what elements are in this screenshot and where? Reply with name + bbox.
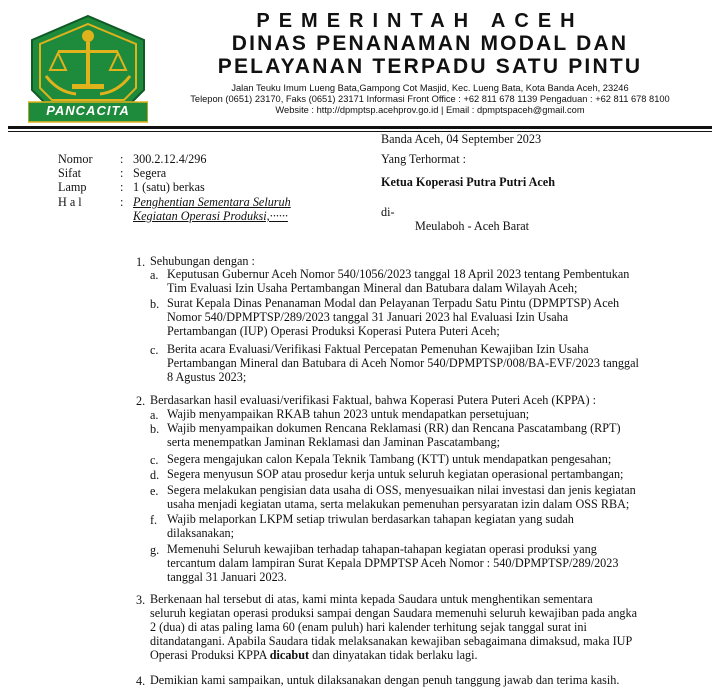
pancacita-logo xyxy=(28,14,148,124)
agency-website: Website : http://dpmptsp.acehprov.go.id | Email : dpmptspaceh@gmail.com xyxy=(275,105,585,115)
paragraph-line: ditandatangani. Apabila Saudara tidak melaksanakan kewajiban sebagaimana dimaksud, maka IUP xyxy=(150,634,633,648)
government-name: PEMERINTAH ACEH xyxy=(256,10,584,32)
paragraph-text: dan dinyatakan tidak berlaku lagi. xyxy=(309,648,478,662)
place-date: Banda Aceh, 04 September 2023 xyxy=(381,132,542,146)
item-mark: c. xyxy=(150,453,159,467)
item-mark: e. xyxy=(150,484,159,498)
item-line: Wajib melaporkan LKPM setiap triwulan berdasarkan tahapan kegiatan yang sudah xyxy=(167,512,574,526)
item-line: Pertambangan Mineral dan Batubara di Aceh Nomor 540/DPMPTSP/008/BA-EVF/2023 tanggal xyxy=(167,356,639,370)
item-line: tanggal 31 Januari 2023. xyxy=(167,570,287,584)
item-line: Surat Kepala Dinas Penanaman Modal dan Pelayanan Terpadu Satu Pintu (DPMPTSP) Aceh xyxy=(167,296,620,310)
paragraph-line: Berkenaan hal tersebut di atas, kami minta kepada Saudara untuk menghentikan sementara xyxy=(150,592,593,606)
logo-text: PANCACITA xyxy=(46,103,130,118)
closing-text: Demikian kami sampaikan, untuk dilaksanakan dengan penuh tanggung jawab dan terima kasih. xyxy=(150,673,620,687)
item-line: Berita acara Evaluasi/Verifikasi Faktual Percepatan Pemenuhan Kewajiban Izin Usaha xyxy=(167,342,589,356)
meta-value-sifat: Segera xyxy=(133,166,167,180)
header-rule-thick xyxy=(8,126,712,129)
agency-address: Jalan Teuku Imum Lueng Bata,Gampong Cot Masjid, Kec. Lueng Bata, Kota Banda Aceh, 23246 xyxy=(231,83,629,93)
meta-label-lamp: Lamp xyxy=(58,180,87,194)
item-line: dilaksanakan; xyxy=(167,526,235,540)
meta-value-hal-line1: Penghentian Sementara Seluruh xyxy=(133,195,291,209)
item-mark: b. xyxy=(150,297,160,311)
item-line: Wajib menyampaikan dokumen Rencana Reklamasi (RR) dan Rencana Pascatambang (RPT) xyxy=(167,421,621,435)
di-label: di- xyxy=(381,205,395,219)
item-mark: d. xyxy=(150,468,160,482)
point-number: 4. xyxy=(136,674,146,688)
paragraph-line xyxy=(150,649,478,663)
item-line: serta menempatkan Jaminan Reklamasi dan Jaminan Pascatambang; xyxy=(167,435,501,449)
item-line: Wajib menyampaikan RKAB tahun 2023 untuk mendapatkan persetujuan; xyxy=(167,407,530,421)
item-line: Keputusan Gubernur Aceh Nomor 540/1056/2023 tanggal 18 April 2023 tentang Pembentukan xyxy=(167,267,630,281)
point-intro: Berdasarkan hasil evaluasi/verifikasi Faktual, bahwa Koperasi Putera Puteri Aceh (KPPA) : xyxy=(150,393,596,407)
header-rule-thin xyxy=(8,131,712,132)
item-line: Nomor 540/DPMPTSP/289/2023 tanggal 31 Januari 2023 hal Evaluasi Izin Usaha xyxy=(167,310,569,324)
point-number: 1. xyxy=(136,255,146,269)
recipient-location: Meulaboh - Aceh Barat xyxy=(415,219,530,233)
point-intro: Sehubungan dengan : xyxy=(150,254,255,268)
item-line: Memenuhi Seluruh kewajiban terhadap tahapan-tahapan kegiatan operasi produksi yang xyxy=(167,542,597,556)
item-line: Segera melakukan pengisian data usaha di OSS, menyesuaikan nilai investasi dan jenis kegiatan xyxy=(167,483,636,497)
point-number: 3. xyxy=(136,593,146,607)
meta-colon: : xyxy=(120,152,124,166)
paragraph-text: Operasi Produksi KPPA xyxy=(150,648,270,662)
agency-name-line2: PELAYANAN TERPADU SATU PINTU xyxy=(217,55,643,78)
item-line: Segera menyusun SOP atau prosedur kerja untuk seluruh kegiatan operasional pertambangan; xyxy=(167,467,624,481)
item-line: Pertambangan (IUP) Operasi Produksi Koperasi Putera Puteri Aceh; xyxy=(167,324,500,338)
agency-phone: Telepon (0651) 23170, Faks (0651) 23171 Informasi Front Office : +62 811 678 1139 Pengaduan : +62 811 678 8100 xyxy=(190,94,670,104)
meta-colon: : xyxy=(120,166,124,180)
item-mark: f. xyxy=(150,513,158,527)
item-mark: a. xyxy=(150,408,159,422)
item-mark: c. xyxy=(150,343,159,357)
meta-label-sifat: Sifat xyxy=(58,166,82,180)
point-number: 2. xyxy=(136,394,146,408)
emphasis-text: dicabut xyxy=(269,648,310,662)
meta-colon: : xyxy=(120,180,124,194)
paragraph-line: seluruh kegiatan operasi produksi sampai dengan Saudara memenuhi seluruh kewajiban pada angka xyxy=(150,606,638,620)
to-label: Yang Terhormat : xyxy=(381,152,467,166)
item-mark: b. xyxy=(150,422,160,436)
item-mark: g. xyxy=(150,543,160,557)
item-line: 8 Agustus 2023; xyxy=(167,370,247,384)
meta-label-nomor: Nomor xyxy=(58,152,93,166)
item-line: tercantum dalam lampiran Surat Kepala DPMPTSP Aceh Nomor : 540/DPMPTSP/289/2023 xyxy=(167,556,619,570)
item-line: Segera mengajukan calon Kepala Teknik Tambang (KTT) untuk mendapatkan pengesahan; xyxy=(167,452,612,466)
recipient: Ketua Koperasi Putra Putri Aceh xyxy=(381,175,555,189)
meta-value-nomor: 300.2.12.4/296 xyxy=(133,152,207,166)
agency-name-line1: DINAS PENANAMAN MODAL DAN xyxy=(231,32,629,55)
item-line: Tim Evaluasi Izin Usaha Pertambangan Mineral dan Batubara dalam Wilayah Aceh; xyxy=(167,281,578,295)
item-line: usaha menjadi kegiatan utama, serta melakukan pemenuhan persyaratan izin dalam OSS RBA; xyxy=(167,497,630,511)
meta-value-hal-line2: Kegiatan Operasi Produksi,······ xyxy=(133,209,288,223)
meta-value-lamp: 1 (satu) berkas xyxy=(133,180,205,194)
meta-colon: : xyxy=(120,195,124,209)
paragraph-line: 2 (dua) di atas paling lama 60 (enam puluh) hari kalender terhitung sejak tanggal surat ini xyxy=(150,620,587,634)
item-mark: a. xyxy=(150,268,159,282)
meta-label-hal: H a l xyxy=(58,195,82,209)
